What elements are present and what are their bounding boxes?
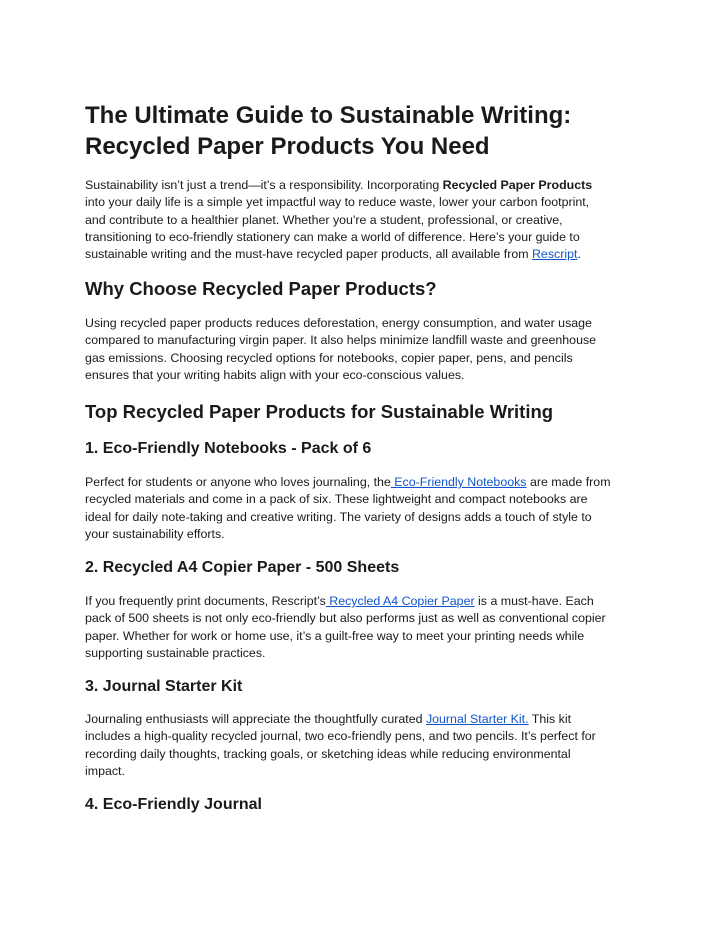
intro-line-3: and contribute to a healthier planet. Whether you're a student, professional, or creative, — [85, 212, 563, 227]
top-products-heading: Top Recycled Paper Products for Sustainable Writing — [85, 401, 554, 422]
rescript-link[interactable]: Rescript — [531, 247, 578, 262]
journal-kit-paragraph — [85, 711, 645, 780]
intro-text: Sustainability isn’t just a trend—it’s a responsibility. Incorporating — [85, 178, 443, 192]
why-line-3: gas emissions. Choosing recycled options for notebooks, copier paper, pens, and pencils — [85, 350, 573, 365]
why-line-1: Using recycled paper products reduces deforestation, energy consumption, and water usage — [85, 316, 592, 330]
journal-kit-line-4: impact. — [85, 763, 125, 778]
why-line-4: ensures that your writing habits align with your eco-conscious values. — [85, 367, 465, 382]
journal-kit-text-end: This kit — [528, 712, 572, 726]
title-line-1: The Ultimate Guide to Sustainable Writing: — [85, 102, 572, 129]
notebooks-line-1 — [85, 474, 645, 491]
eco-journal-heading: 4. Eco-Friendly Journal — [85, 796, 262, 813]
notebooks-line-3: ideal for daily note-taking and creative writing. The variety of designs adds a touch of style to — [85, 509, 592, 524]
why-line-2: compared to manufacturing virgin paper. It also helps minimize landfill waste and greenhouse — [85, 333, 597, 348]
page-title — [85, 100, 645, 162]
journal-kit-text: Journaling enthusiasts will appreciate the thoughtfully curated — [85, 712, 426, 726]
copier-line-3: paper. Whether for work or home use, it’s a guilt-free way to meet your printing needs while — [85, 628, 585, 643]
copier-text-end: is a must-have. Each — [474, 594, 594, 608]
notebooks-text: Perfect for students or anyone who loves journaling, the — [85, 475, 391, 489]
notebooks-heading: 1. Eco-Friendly Notebooks - Pack of 6 — [85, 440, 372, 457]
journal-starter-kit-link[interactable]: Journal Starter Kit. — [425, 712, 529, 726]
copier-line-2: pack of 500 sheets is not only eco-friendly but also performs just as well as conventional copier — [85, 611, 606, 626]
intro-line-2: into your daily life is a simple yet impactful way to reduce waste, lower your carbon footprint, — [85, 195, 590, 210]
copier-text: If you frequently print documents, Rescript’s — [85, 594, 326, 608]
copier-paragraph — [85, 593, 645, 662]
why-heading: Why Choose Recycled Paper Products? — [85, 278, 437, 299]
intro-period: . — [577, 247, 581, 262]
intro-line-4: transitioning to eco-friendly stationery can make a world of difference. Here’s your guide to — [85, 229, 580, 244]
journal-kit-line-3: recording daily thoughts, tracking goals, or sketching ideas while reducing environmental — [85, 746, 571, 761]
eco-friendly-notebooks-link[interactable]: Eco-Friendly Notebooks — [390, 475, 527, 489]
journal-kit-heading: 3. Journal Starter Kit — [85, 678, 243, 695]
title-line-2: Recycled Paper Products You Need — [85, 133, 490, 160]
copier-line-1 — [85, 593, 645, 610]
intro-bold-term: Recycled Paper Products — [442, 178, 593, 192]
recycled-copier-paper-link[interactable]: Recycled A4 Copier Paper — [325, 594, 475, 608]
intro-text-end: sustainable writing and the must-have recycled paper products, all available from — [85, 247, 532, 262]
notebooks-text-end: are made from — [526, 475, 611, 489]
notebooks-paragraph — [85, 474, 645, 543]
journal-kit-line-2: includes a high-quality recycled journal, two eco-friendly pens, and two pencils. It’s perfect for — [85, 729, 596, 744]
notebooks-line-2: recycled materials and come in a pack of six. These lightweight and compact notebooks are — [85, 492, 588, 507]
intro-paragraph — [85, 177, 645, 263]
notebooks-line-4: your sustainability efforts. — [85, 526, 225, 541]
copier-heading: 2. Recycled A4 Copier Paper - 500 Sheets — [85, 559, 400, 576]
journal-kit-line-1 — [85, 711, 645, 728]
intro-line-5 — [85, 246, 645, 263]
intro-line-1 — [85, 177, 645, 194]
why-paragraph — [85, 315, 645, 384]
copier-line-4: supporting sustainable practices. — [85, 645, 266, 660]
